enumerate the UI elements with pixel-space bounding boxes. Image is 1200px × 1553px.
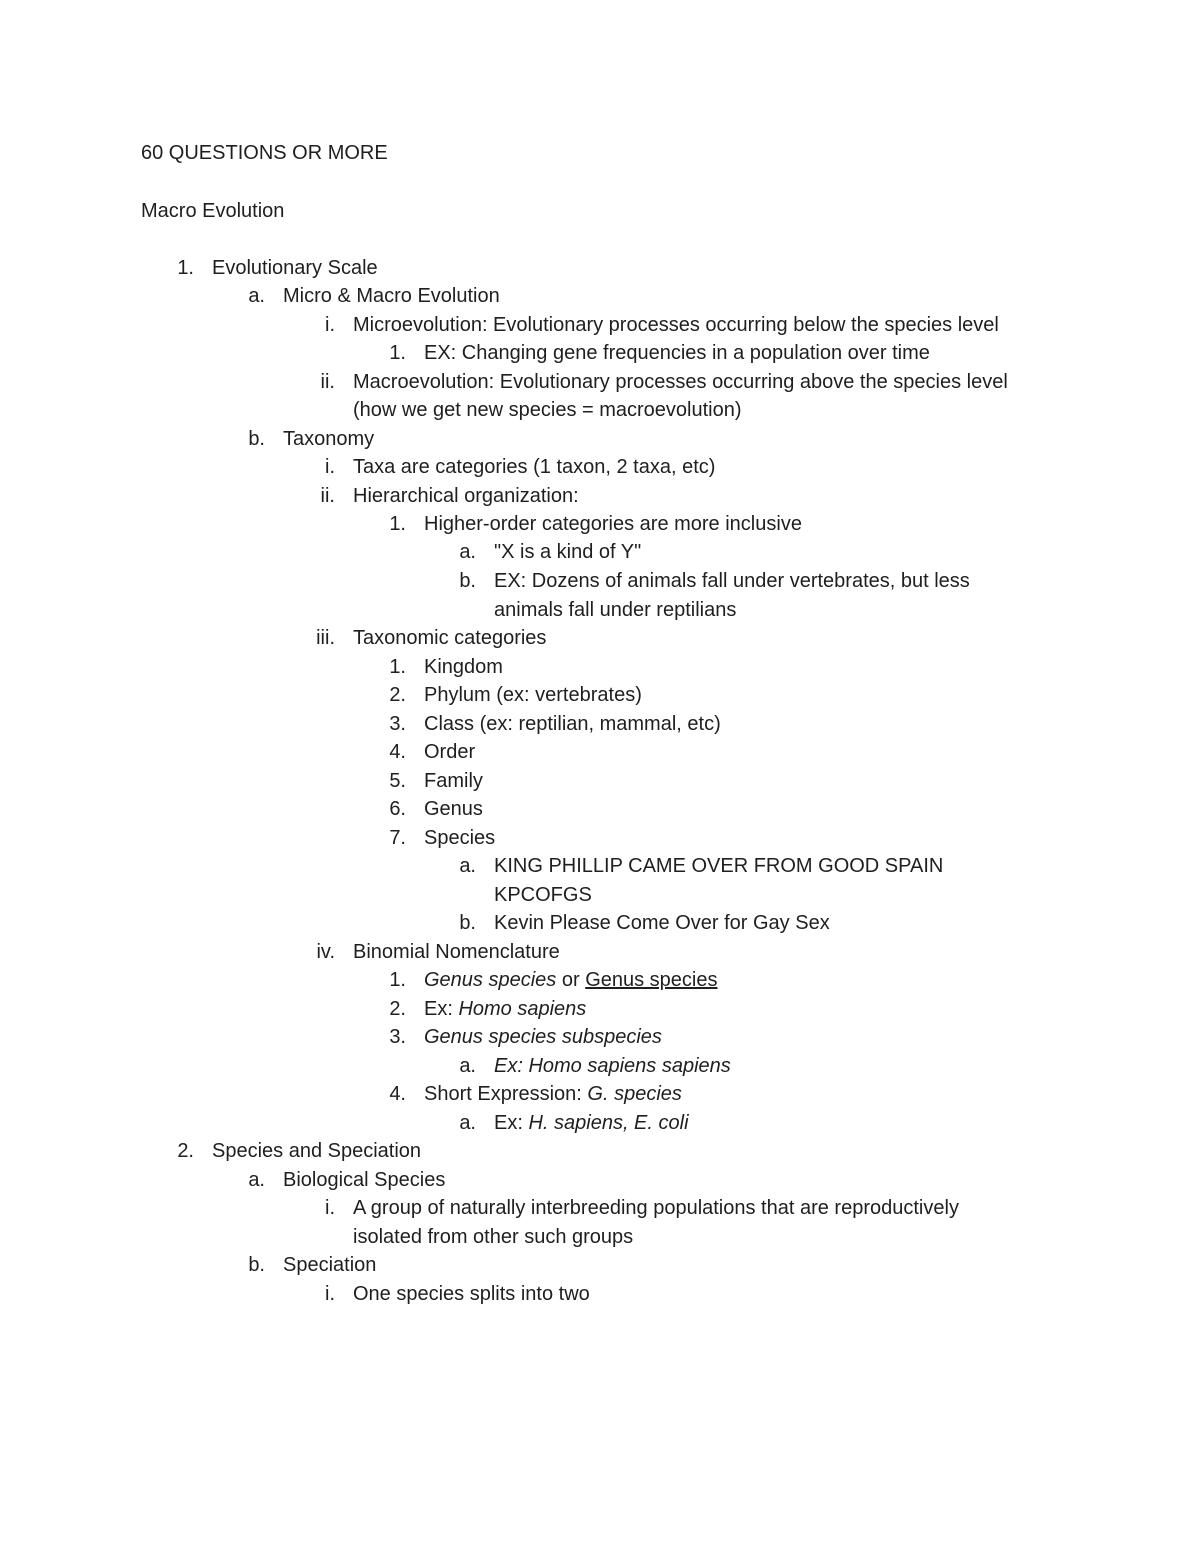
- list-item-text: Speciation: [283, 1254, 377, 1276]
- list-item-text: animals fall under reptilians: [494, 599, 737, 621]
- list-item-text: Genus: [424, 798, 483, 820]
- list-item-text: Macroevolution: Evolutionary processes occurring above the species level: [353, 371, 1008, 393]
- list-item-text: KING PHILLIP CAME OVER FROM GOOD SPAIN: [494, 855, 944, 877]
- list-marker: 2.: [177, 1140, 194, 1162]
- document-title: 60 QUESTIONS OR MORE: [141, 142, 388, 164]
- list-item-text: Hierarchical organization:: [353, 485, 579, 507]
- list-marker: b.: [248, 1254, 265, 1276]
- list-marker: a.: [459, 855, 476, 877]
- list-item-text: [424, 1023, 662, 1052]
- list-marker: 1.: [389, 342, 406, 364]
- list-item-text: Kingdom: [424, 656, 503, 678]
- list-marker: 6.: [389, 798, 406, 820]
- list-item-text: Taxonomy: [283, 428, 375, 450]
- list-marker: 1.: [389, 656, 406, 678]
- list-marker: b.: [459, 912, 476, 934]
- list-item-text: [424, 966, 718, 995]
- list-marker: 4.: [389, 1083, 406, 1105]
- list-marker: a.: [459, 541, 476, 563]
- text-run: Short Expression:: [424, 1083, 588, 1105]
- list-item-text: Microevolution: Evolutionary processes occurring below the species level: [353, 314, 999, 336]
- list-item-text: KPCOFGS: [494, 884, 592, 906]
- list-item-text: [494, 1109, 689, 1138]
- list-marker: i.: [325, 314, 335, 336]
- list-marker: ii.: [320, 485, 335, 507]
- list-marker: b.: [459, 570, 476, 592]
- italic-text: H. sapiens, E. coli: [528, 1112, 689, 1134]
- list-marker: i.: [325, 456, 335, 478]
- list-item-text: Taxonomic categories: [353, 627, 547, 649]
- list-marker: a.: [248, 285, 265, 307]
- italic-text: Ex: Homo sapiens sapiens: [494, 1055, 731, 1077]
- list-marker: i.: [325, 1283, 335, 1305]
- list-marker: a.: [459, 1112, 476, 1134]
- section-heading: Macro Evolution: [141, 200, 285, 222]
- list-item-text: Taxa are categories (1 taxon, 2 taxa, etc): [353, 456, 716, 478]
- list-marker: 1.: [389, 969, 406, 991]
- list-marker: a.: [459, 1055, 476, 1077]
- list-marker: 3.: [389, 1026, 406, 1048]
- list-item-text: [494, 1052, 731, 1081]
- italic-text: Homo sapiens: [458, 998, 587, 1020]
- list-item-text: Kevin Please Come Over for Gay Sex: [494, 912, 830, 934]
- list-marker: 3.: [389, 713, 406, 735]
- list-item-text: Binomial Nomenclature: [353, 941, 560, 963]
- list-item-text: One species splits into two: [353, 1283, 590, 1305]
- list-marker: 7.: [389, 827, 406, 849]
- italic-text: G. species: [587, 1083, 682, 1105]
- list-item-text: Micro & Macro Evolution: [283, 285, 500, 307]
- text-run: or: [556, 969, 586, 991]
- list-item-text: Order: [424, 741, 476, 763]
- list-item-text: [424, 995, 586, 1024]
- list-marker: 2.: [389, 998, 406, 1020]
- list-item-text: "X is a kind of Y": [494, 541, 642, 563]
- list-marker: 4.: [389, 741, 406, 763]
- text-run: Ex:: [424, 998, 459, 1020]
- list-item-text: Evolutionary Scale: [212, 257, 378, 279]
- list-marker: a.: [248, 1169, 265, 1191]
- text-run: Ex:: [494, 1112, 529, 1134]
- list-marker: b.: [248, 428, 265, 450]
- list-item-text: EX: Changing gene frequencies in a population over time: [424, 342, 930, 364]
- list-marker: i.: [325, 1197, 335, 1219]
- list-item-text: A group of naturally interbreeding populations that are reproductively: [353, 1197, 959, 1219]
- italic-text: Genus species subspecies: [424, 1026, 662, 1048]
- list-item-text: (how we get new species = macroevolution): [353, 399, 742, 421]
- list-marker: 2.: [389, 684, 406, 706]
- list-marker: 1.: [177, 257, 194, 279]
- list-item-text: isolated from other such groups: [353, 1226, 634, 1248]
- list-item-text: EX: Dozens of animals fall under vertebrates, but less: [494, 570, 970, 592]
- italic-text: Genus species: [424, 969, 557, 991]
- list-marker: 5.: [389, 770, 406, 792]
- list-marker: iii.: [316, 627, 335, 649]
- list-item-text: Phylum (ex: vertebrates): [424, 684, 642, 706]
- list-item-text: Higher-order categories are more inclusive: [424, 513, 802, 535]
- list-item-text: Biological Species: [283, 1169, 446, 1191]
- list-item-text: Species and Speciation: [212, 1140, 422, 1162]
- list-item-text: Species: [424, 827, 496, 849]
- underlined-text: Genus species: [585, 969, 718, 991]
- list-item-text: Family: [424, 770, 483, 792]
- list-marker: ii.: [320, 371, 335, 393]
- list-marker: iv.: [316, 941, 335, 963]
- list-marker: 1.: [389, 513, 406, 535]
- list-item-text: [424, 1080, 682, 1109]
- list-item-text: Class (ex: reptilian, mammal, etc): [424, 713, 721, 735]
